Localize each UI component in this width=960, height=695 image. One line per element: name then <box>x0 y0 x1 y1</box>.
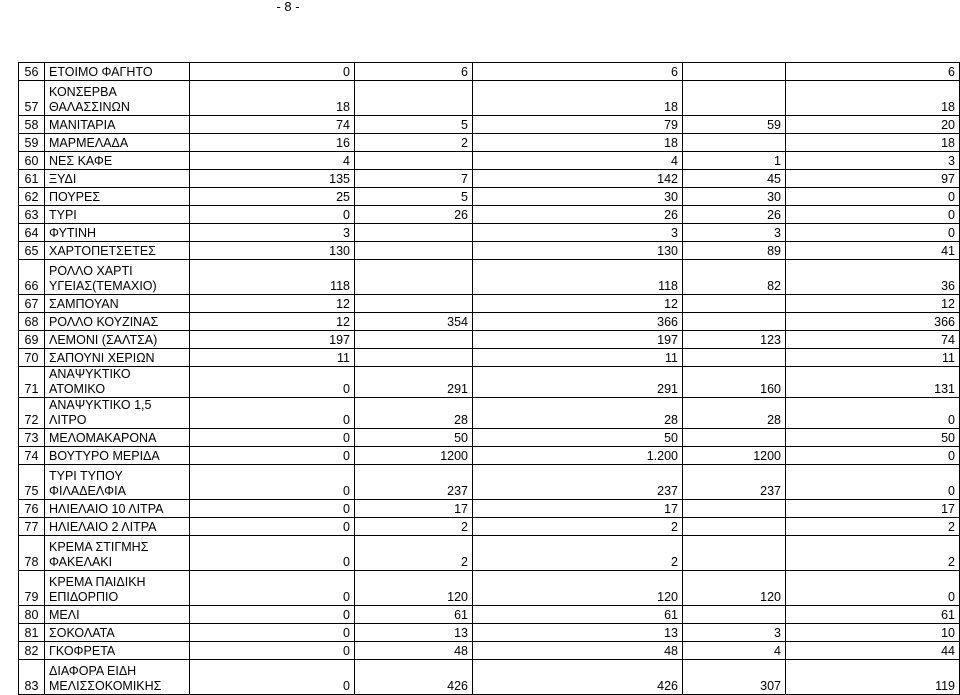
remaining-cell: 20 <box>786 116 960 134</box>
incoming-cell: 1200 <box>355 447 473 465</box>
remaining-cell: 0 <box>786 447 960 465</box>
consumed-cell: 1200 <box>683 447 786 465</box>
row-number-cell: 76 <box>19 500 45 518</box>
incoming-cell: 237 <box>355 465 473 500</box>
row-number-cell: 72 <box>19 398 45 429</box>
total-cell: 4 <box>473 152 683 170</box>
table-row <box>19 224 960 242</box>
item-name-cell: ΡΟΛΛΟ ΚΟΥΖΙΝΑΣ <box>45 313 190 331</box>
row-number-cell: 67 <box>19 295 45 313</box>
table-row <box>19 134 960 152</box>
incoming-cell: 48 <box>355 642 473 660</box>
row-number-cell: 69 <box>19 331 45 349</box>
consumed-cell: 160 <box>683 367 786 398</box>
consumed-cell: 26 <box>683 206 786 224</box>
row-number-cell: 57 <box>19 81 45 116</box>
row-number-cell: 60 <box>19 152 45 170</box>
table-row <box>19 536 960 571</box>
row-number-cell: 58 <box>19 116 45 134</box>
table-row <box>19 188 960 206</box>
remaining-cell: 18 <box>786 134 960 152</box>
total-cell: 237 <box>473 465 683 500</box>
item-name-cell: ΣΟΚΟΛΑΤΑ <box>45 624 190 642</box>
consumed-cell: 28 <box>683 398 786 429</box>
previous-stock-cell: 0 <box>190 624 355 642</box>
total-cell: 11 <box>473 349 683 367</box>
previous-stock-cell: 118 <box>190 260 355 295</box>
consumed-cell: 3 <box>683 224 786 242</box>
item-name-cell: ΝΕΣ ΚΑΦΕ <box>45 152 190 170</box>
incoming-cell: 7 <box>355 170 473 188</box>
consumed-cell: 307 <box>683 660 786 695</box>
table-row <box>19 606 960 624</box>
consumed-cell: 59 <box>683 116 786 134</box>
remaining-cell: 61 <box>786 606 960 624</box>
row-number-cell: 78 <box>19 536 45 571</box>
total-cell: 48 <box>473 642 683 660</box>
item-name-cell: ΜΕΛΙ <box>45 606 190 624</box>
incoming-cell <box>355 295 473 313</box>
remaining-cell: 3 <box>786 152 960 170</box>
inventory-table <box>18 62 960 695</box>
incoming-cell: 17 <box>355 500 473 518</box>
row-number-cell: 62 <box>19 188 45 206</box>
incoming-cell: 426 <box>355 660 473 695</box>
total-cell: 18 <box>473 134 683 152</box>
item-name-cell: ΔΙΑΦΟΡΑ ΕΙΔΗ ΜΕΛΙΣΣΟΚΟΜΙΚΗΣ <box>45 660 190 695</box>
table-row <box>19 571 960 606</box>
item-name-cell: ΒΟΥΤΥΡΟ ΜΕΡΙΔΑ <box>45 447 190 465</box>
remaining-cell: 0 <box>786 398 960 429</box>
consumed-cell <box>683 606 786 624</box>
previous-stock-cell: 0 <box>190 571 355 606</box>
item-name-cell: ΑΝΑΨΥΚΤΙΚΟ ΑΤΟΜΙΚΟ <box>45 367 190 398</box>
table-row <box>19 331 960 349</box>
total-cell: 30 <box>473 188 683 206</box>
table-row <box>19 465 960 500</box>
consumed-cell: 3 <box>683 624 786 642</box>
row-number-cell: 80 <box>19 606 45 624</box>
total-cell: 366 <box>473 313 683 331</box>
incoming-cell <box>355 349 473 367</box>
item-name-cell: ΞΥΔΙ <box>45 170 190 188</box>
incoming-cell: 6 <box>355 63 473 81</box>
table-row <box>19 624 960 642</box>
previous-stock-cell: 74 <box>190 116 355 134</box>
row-number-cell: 77 <box>19 518 45 536</box>
incoming-cell: 61 <box>355 606 473 624</box>
incoming-cell: 13 <box>355 624 473 642</box>
total-cell: 26 <box>473 206 683 224</box>
row-number-cell: 73 <box>19 429 45 447</box>
remaining-cell: 0 <box>786 465 960 500</box>
remaining-cell: 17 <box>786 500 960 518</box>
page-number: - 8 - <box>276 0 300 14</box>
previous-stock-cell: 18 <box>190 81 355 116</box>
item-name-cell: ΣΑΠΟΥΝΙ ΧΕΡΙΩΝ <box>45 349 190 367</box>
row-number-cell: 59 <box>19 134 45 152</box>
total-cell: 2 <box>473 518 683 536</box>
remaining-cell: 44 <box>786 642 960 660</box>
consumed-cell <box>683 536 786 571</box>
consumed-cell: 82 <box>683 260 786 295</box>
consumed-cell: 30 <box>683 188 786 206</box>
previous-stock-cell: 0 <box>190 367 355 398</box>
remaining-cell: 0 <box>786 224 960 242</box>
previous-stock-cell: 3 <box>190 224 355 242</box>
total-cell: 61 <box>473 606 683 624</box>
remaining-cell: 11 <box>786 349 960 367</box>
remaining-cell: 0 <box>786 206 960 224</box>
consumed-cell <box>683 63 786 81</box>
remaining-cell: 12 <box>786 295 960 313</box>
total-cell: 13 <box>473 624 683 642</box>
item-name-cell: ΣΑΜΠΟΥΑΝ <box>45 295 190 313</box>
incoming-cell: 2 <box>355 134 473 152</box>
previous-stock-cell: 0 <box>190 206 355 224</box>
total-cell: 197 <box>473 331 683 349</box>
previous-stock-cell: 135 <box>190 170 355 188</box>
table-row <box>19 429 960 447</box>
table-row <box>19 500 960 518</box>
row-number-cell: 82 <box>19 642 45 660</box>
total-cell: 17 <box>473 500 683 518</box>
row-number-cell: 64 <box>19 224 45 242</box>
remaining-cell: 18 <box>786 81 960 116</box>
consumed-cell: 4 <box>683 642 786 660</box>
consumed-cell: 237 <box>683 465 786 500</box>
previous-stock-cell: 0 <box>190 447 355 465</box>
table-row <box>19 242 960 260</box>
total-cell: 18 <box>473 81 683 116</box>
consumed-cell <box>683 518 786 536</box>
total-cell: 291 <box>473 367 683 398</box>
incoming-cell: 5 <box>355 116 473 134</box>
total-cell: 79 <box>473 116 683 134</box>
row-number-cell: 56 <box>19 63 45 81</box>
table-row <box>19 295 960 313</box>
previous-stock-cell: 16 <box>190 134 355 152</box>
total-cell: 118 <box>473 260 683 295</box>
incoming-cell <box>355 331 473 349</box>
row-number-cell: 68 <box>19 313 45 331</box>
previous-stock-cell: 0 <box>190 500 355 518</box>
item-name-cell: ΦΥΤΙΝΗ <box>45 224 190 242</box>
previous-stock-cell: 12 <box>190 313 355 331</box>
table-row <box>19 349 960 367</box>
total-cell: 6 <box>473 63 683 81</box>
item-name-cell: ΑΝΑΨΥΚΤΙΚΟ 1,5 ΛΙΤΡΟ <box>45 398 190 429</box>
total-cell: 1.200 <box>473 447 683 465</box>
previous-stock-cell: 11 <box>190 349 355 367</box>
row-number-cell: 61 <box>19 170 45 188</box>
incoming-cell: 2 <box>355 536 473 571</box>
incoming-cell: 50 <box>355 429 473 447</box>
row-number-cell: 79 <box>19 571 45 606</box>
row-number-cell: 74 <box>19 447 45 465</box>
incoming-cell <box>355 224 473 242</box>
item-name-cell: ΠΟΥΡΕΣ <box>45 188 190 206</box>
previous-stock-cell: 0 <box>190 398 355 429</box>
item-name-cell: ΓΚΟΦΡΕΤΑ <box>45 642 190 660</box>
remaining-cell: 50 <box>786 429 960 447</box>
consumed-cell <box>683 81 786 116</box>
table-row <box>19 116 960 134</box>
consumed-cell <box>683 349 786 367</box>
remaining-cell: 41 <box>786 242 960 260</box>
remaining-cell: 74 <box>786 331 960 349</box>
previous-stock-cell: 0 <box>190 429 355 447</box>
consumed-cell <box>683 134 786 152</box>
consumed-cell <box>683 295 786 313</box>
previous-stock-cell: 0 <box>190 465 355 500</box>
item-name-cell: ΤΥΡΙ <box>45 206 190 224</box>
item-name-cell: ΚΡΕΜΑ ΠΑΙΔΙΚΗ ΕΠΙΔΟΡΠΙΟ <box>45 571 190 606</box>
previous-stock-cell: 0 <box>190 63 355 81</box>
previous-stock-cell: 0 <box>190 536 355 571</box>
previous-stock-cell: 197 <box>190 331 355 349</box>
item-name-cell: ΜΕΛΟΜΑΚΑΡΟΝΑ <box>45 429 190 447</box>
item-name-cell: ΛΕΜΟΝΙ (ΣΑΛΤΣΑ) <box>45 331 190 349</box>
incoming-cell: 120 <box>355 571 473 606</box>
total-cell: 50 <box>473 429 683 447</box>
row-number-cell: 65 <box>19 242 45 260</box>
row-number-cell: 75 <box>19 465 45 500</box>
previous-stock-cell: 0 <box>190 518 355 536</box>
table-row <box>19 367 960 398</box>
incoming-cell: 2 <box>355 518 473 536</box>
item-name-cell: ΗΛΙΕΛΑΙΟ 2 ΛΙΤΡΑ <box>45 518 190 536</box>
item-name-cell: ΡΟΛΛΟ ΧΑΡΤΙ ΥΓΕΙΑΣ(ΤΕΜΑΧΙΟ) <box>45 260 190 295</box>
consumed-cell: 89 <box>683 242 786 260</box>
total-cell: 142 <box>473 170 683 188</box>
remaining-cell: 2 <box>786 536 960 571</box>
remaining-cell: 97 <box>786 170 960 188</box>
table-row <box>19 206 960 224</box>
row-number-cell: 81 <box>19 624 45 642</box>
incoming-cell: 291 <box>355 367 473 398</box>
item-name-cell: ΤΥΡΙ ΤΥΠΟΥ ΦΙΛΑΔΕΛΦΙΑ <box>45 465 190 500</box>
total-cell: 130 <box>473 242 683 260</box>
remaining-cell: 36 <box>786 260 960 295</box>
item-name-cell: ΧΑΡΤΟΠΕΤΣΕΤΕΣ <box>45 242 190 260</box>
total-cell: 3 <box>473 224 683 242</box>
total-cell: 12 <box>473 295 683 313</box>
consumed-cell <box>683 313 786 331</box>
previous-stock-cell: 0 <box>190 660 355 695</box>
incoming-cell: 26 <box>355 206 473 224</box>
table-row <box>19 170 960 188</box>
table-row <box>19 63 960 81</box>
item-name-cell: ΕΤΟΙΜΟ ΦΑΓΗΤΟ <box>45 63 190 81</box>
incoming-cell: 5 <box>355 188 473 206</box>
remaining-cell: 6 <box>786 63 960 81</box>
consumed-cell: 1 <box>683 152 786 170</box>
incoming-cell <box>355 260 473 295</box>
row-number-cell: 70 <box>19 349 45 367</box>
consumed-cell: 45 <box>683 170 786 188</box>
previous-stock-cell: 0 <box>190 642 355 660</box>
row-number-cell: 66 <box>19 260 45 295</box>
item-name-cell: ΚΡΕΜΑ ΣΤΙΓΜΗΣ ΦΑΚΕΛΑΚΙ <box>45 536 190 571</box>
consumed-cell: 123 <box>683 331 786 349</box>
remaining-cell: 2 <box>786 518 960 536</box>
consumed-cell <box>683 500 786 518</box>
total-cell: 28 <box>473 398 683 429</box>
remaining-cell: 131 <box>786 367 960 398</box>
remaining-cell: 10 <box>786 624 960 642</box>
item-name-cell: ΗΛΙΕΛΑΙΟ 10 ΛΙΤΡΑ <box>45 500 190 518</box>
total-cell: 2 <box>473 536 683 571</box>
consumed-cell: 120 <box>683 571 786 606</box>
table-row <box>19 447 960 465</box>
table-row <box>19 81 960 116</box>
incoming-cell <box>355 81 473 116</box>
item-name-cell: ΜΑΝΙΤΑΡΙΑ <box>45 116 190 134</box>
row-number-cell: 63 <box>19 206 45 224</box>
table-row <box>19 660 960 695</box>
table-row <box>19 260 960 295</box>
previous-stock-cell: 130 <box>190 242 355 260</box>
table-body <box>19 63 960 695</box>
previous-stock-cell: 25 <box>190 188 355 206</box>
previous-stock-cell: 0 <box>190 606 355 624</box>
row-number-cell: 71 <box>19 367 45 398</box>
incoming-cell <box>355 152 473 170</box>
consumed-cell <box>683 429 786 447</box>
item-name-cell: ΚΟΝΣΕΡΒΑ ΘΑΛΑΣΣΙΝΩΝ <box>45 81 190 116</box>
remaining-cell: 366 <box>786 313 960 331</box>
item-name-cell: ΜΑΡΜΕΛΑΔΑ <box>45 134 190 152</box>
total-cell: 120 <box>473 571 683 606</box>
previous-stock-cell: 4 <box>190 152 355 170</box>
incoming-cell <box>355 242 473 260</box>
previous-stock-cell: 12 <box>190 295 355 313</box>
table-row <box>19 398 960 429</box>
table-row <box>19 152 960 170</box>
incoming-cell: 28 <box>355 398 473 429</box>
incoming-cell: 354 <box>355 313 473 331</box>
total-cell: 426 <box>473 660 683 695</box>
row-number-cell: 83 <box>19 660 45 695</box>
table-row <box>19 642 960 660</box>
remaining-cell: 0 <box>786 571 960 606</box>
remaining-cell: 0 <box>786 188 960 206</box>
remaining-cell: 119 <box>786 660 960 695</box>
table-row <box>19 518 960 536</box>
table-row <box>19 313 960 331</box>
